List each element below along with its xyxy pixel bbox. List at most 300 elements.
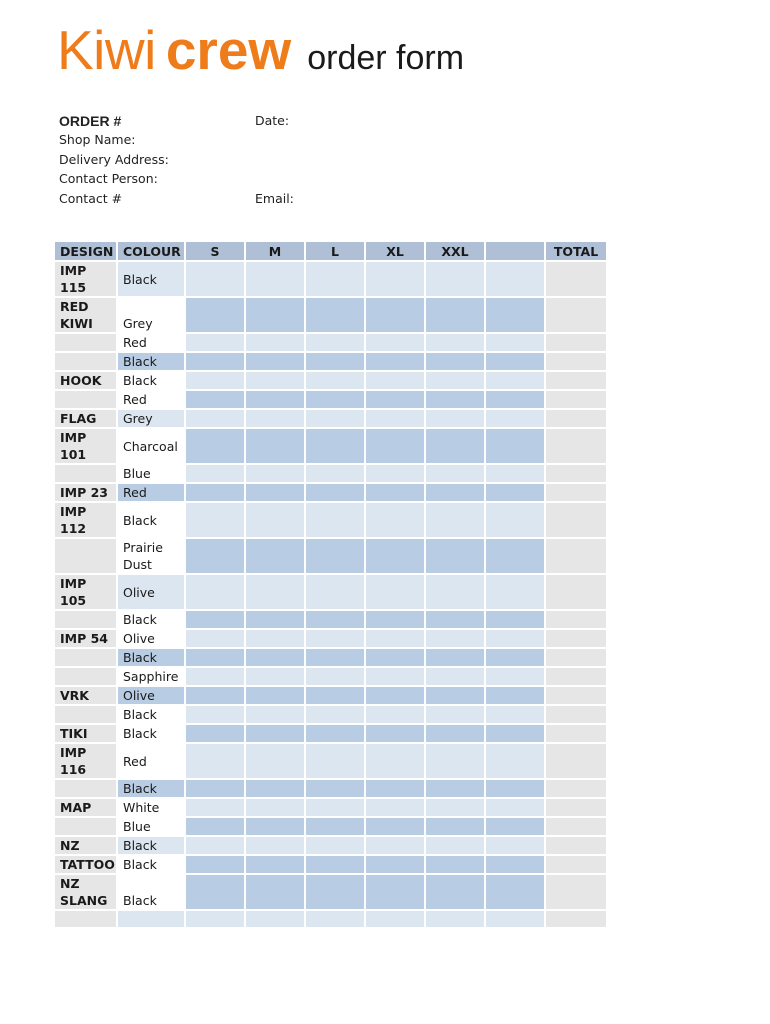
qty-cell-xxl[interactable] (425, 261, 485, 297)
qty-cell-m[interactable] (245, 390, 305, 409)
qty-cell-s[interactable] (185, 610, 245, 629)
qty-cell-xxl[interactable] (425, 464, 485, 483)
total-cell[interactable] (545, 705, 607, 724)
colour-cell: Prairie Dust (117, 538, 185, 574)
qty-cell-m[interactable] (245, 297, 305, 333)
qty-cell-xxl[interactable] (425, 352, 485, 371)
qty-cell-l[interactable] (305, 648, 365, 667)
qty-cell-extra[interactable] (485, 798, 545, 817)
table-row (54, 874, 607, 910)
table-row (54, 724, 607, 743)
qty-cell-s[interactable] (185, 483, 245, 502)
total-cell[interactable] (545, 261, 607, 297)
total-cell[interactable] (545, 836, 607, 855)
qty-cell-xxl[interactable] (425, 743, 485, 779)
qty-cell-xl[interactable] (365, 855, 425, 874)
total-cell[interactable] (545, 686, 607, 705)
qty-cell-extra[interactable] (485, 502, 545, 538)
qty-cell-xl[interactable] (365, 610, 425, 629)
page-title: order form (307, 39, 465, 77)
column-header-design: DESIGN (54, 241, 117, 261)
qty-cell-extra[interactable] (485, 836, 545, 855)
design-cell (54, 910, 117, 928)
qty-cell-xl[interactable] (365, 874, 425, 910)
qty-cell-extra[interactable] (485, 874, 545, 910)
qty-cell-l[interactable] (305, 371, 365, 390)
contact-number-label: Contact # (59, 191, 123, 206)
design-cell (54, 779, 117, 798)
colour-cell: Black (117, 502, 185, 538)
qty-cell-m[interactable] (245, 817, 305, 836)
qty-cell-l[interactable] (305, 333, 365, 352)
column-header-total: TOTAL (545, 241, 607, 261)
colour-cell: Red (117, 333, 185, 352)
colour-cell: Black (117, 705, 185, 724)
table-row (54, 743, 607, 779)
qty-cell-l[interactable] (305, 798, 365, 817)
design-cell: FLAG (54, 409, 117, 428)
colour-cell: Black (117, 836, 185, 855)
qty-cell-extra[interactable] (485, 910, 545, 928)
qty-cell-s[interactable] (185, 574, 245, 610)
qty-cell-s[interactable] (185, 428, 245, 464)
colour-cell: Black (117, 261, 185, 297)
qty-cell-extra[interactable] (485, 779, 545, 798)
qty-cell-l[interactable] (305, 836, 365, 855)
qty-cell-xxl[interactable] (425, 538, 485, 574)
qty-cell-extra[interactable] (485, 297, 545, 333)
qty-cell-m[interactable] (245, 261, 305, 297)
qty-cell-extra[interactable] (485, 610, 545, 629)
colour-cell: Black (117, 352, 185, 371)
qty-cell-xl[interactable] (365, 352, 425, 371)
qty-cell-m[interactable] (245, 333, 305, 352)
qty-cell-xl[interactable] (365, 371, 425, 390)
colour-cell: Grey (117, 409, 185, 428)
qty-cell-l[interactable] (305, 261, 365, 297)
design-cell: TATTOO (54, 855, 117, 874)
qty-cell-xxl[interactable] (425, 686, 485, 705)
colour-cell: Charcoal (117, 428, 185, 464)
qty-cell-l[interactable] (305, 724, 365, 743)
qty-cell-s[interactable] (185, 390, 245, 409)
qty-cell-xxl[interactable] (425, 390, 485, 409)
qty-cell-s[interactable] (185, 297, 245, 333)
colour-cell: Black (117, 874, 185, 910)
colour-cell: Grey (117, 297, 185, 333)
total-cell[interactable] (545, 352, 607, 371)
total-cell[interactable] (545, 371, 607, 390)
qty-cell-l[interactable] (305, 667, 365, 686)
colour-cell: Black (117, 724, 185, 743)
qty-cell-extra[interactable] (485, 428, 545, 464)
design-cell (54, 648, 117, 667)
qty-cell-m[interactable] (245, 428, 305, 464)
table-row (54, 798, 607, 817)
qty-cell-extra[interactable] (485, 574, 545, 610)
qty-cell-xl[interactable] (365, 333, 425, 352)
total-cell[interactable] (545, 667, 607, 686)
design-cell: IMP 101 (54, 428, 117, 464)
qty-cell-s[interactable] (185, 724, 245, 743)
qty-cell-extra[interactable] (485, 705, 545, 724)
table-row (54, 836, 607, 855)
qty-cell-xl[interactable] (365, 798, 425, 817)
qty-cell-l[interactable] (305, 297, 365, 333)
order-number-label: ORDER # (59, 113, 122, 129)
total-cell[interactable] (545, 333, 607, 352)
table-header-row (54, 241, 607, 261)
qty-cell-extra[interactable] (485, 648, 545, 667)
table-row (54, 779, 607, 798)
colour-cell: Red (117, 483, 185, 502)
qty-cell-extra[interactable] (485, 817, 545, 836)
design-cell (54, 390, 117, 409)
total-cell[interactable] (545, 855, 607, 874)
qty-cell-s[interactable] (185, 779, 245, 798)
qty-cell-l[interactable] (305, 409, 365, 428)
column-header-m: M (245, 241, 305, 261)
design-cell (54, 333, 117, 352)
total-cell[interactable] (545, 648, 607, 667)
qty-cell-s[interactable] (185, 667, 245, 686)
qty-cell-xxl[interactable] (425, 502, 485, 538)
qty-cell-l[interactable] (305, 910, 365, 928)
table-row (54, 352, 607, 371)
total-cell[interactable] (545, 297, 607, 333)
qty-cell-xxl[interactable] (425, 855, 485, 874)
table-row (54, 538, 607, 574)
table-row (54, 855, 607, 874)
qty-cell-extra[interactable] (485, 629, 545, 648)
colour-cell: Sapphire (117, 667, 185, 686)
table-row (54, 483, 607, 502)
colour-cell: Olive (117, 629, 185, 648)
table-row (54, 371, 607, 390)
qty-cell-xl[interactable] (365, 390, 425, 409)
qty-cell-s[interactable] (185, 705, 245, 724)
table-row (54, 502, 607, 538)
qty-cell-s[interactable] (185, 371, 245, 390)
qty-cell-l[interactable] (305, 817, 365, 836)
qty-cell-xxl[interactable] (425, 409, 485, 428)
qty-cell-s[interactable] (185, 502, 245, 538)
brand-title (57, 18, 464, 88)
qty-cell-extra[interactable] (485, 261, 545, 297)
qty-cell-s[interactable] (185, 538, 245, 574)
qty-cell-xxl[interactable] (425, 648, 485, 667)
column-header-blank (485, 241, 545, 261)
qty-cell-xl[interactable] (365, 428, 425, 464)
design-cell: MAP (54, 798, 117, 817)
qty-cell-s[interactable] (185, 333, 245, 352)
qty-cell-extra[interactable] (485, 743, 545, 779)
qty-cell-s[interactable] (185, 817, 245, 836)
qty-cell-m[interactable] (245, 409, 305, 428)
brand-logo-kiwi: Kiwi (57, 19, 156, 81)
column-header-colour: COLOUR (117, 241, 185, 261)
shop-name-label: Shop Name: (59, 132, 136, 147)
qty-cell-m[interactable] (245, 705, 305, 724)
qty-cell-l[interactable] (305, 610, 365, 629)
qty-cell-xl[interactable] (365, 724, 425, 743)
design-cell: IMP 23 (54, 483, 117, 502)
design-cell (54, 464, 117, 483)
qty-cell-m[interactable] (245, 910, 305, 928)
colour-cell: Black (117, 371, 185, 390)
qty-cell-m[interactable] (245, 648, 305, 667)
qty-cell-xxl[interactable] (425, 910, 485, 928)
qty-cell-xl[interactable] (365, 538, 425, 574)
total-cell[interactable] (545, 910, 607, 928)
qty-cell-s[interactable] (185, 836, 245, 855)
qty-cell-xl[interactable] (365, 502, 425, 538)
contact-person-label: Contact Person: (59, 171, 158, 186)
qty-cell-s[interactable] (185, 648, 245, 667)
qty-cell-m[interactable] (245, 724, 305, 743)
qty-cell-xl[interactable] (365, 261, 425, 297)
qty-cell-xl[interactable] (365, 297, 425, 333)
colour-cell: Black (117, 779, 185, 798)
qty-cell-m[interactable] (245, 836, 305, 855)
design-cell: IMP 115 (54, 261, 117, 297)
qty-cell-s[interactable] (185, 352, 245, 371)
qty-cell-xl[interactable] (365, 705, 425, 724)
qty-cell-s[interactable] (185, 910, 245, 928)
qty-cell-extra[interactable] (485, 538, 545, 574)
table-row (54, 667, 607, 686)
qty-cell-extra[interactable] (485, 333, 545, 352)
total-cell[interactable] (545, 483, 607, 502)
table-row (54, 648, 607, 667)
qty-cell-l[interactable] (305, 779, 365, 798)
colour-cell: White (117, 798, 185, 817)
colour-cell: Blue (117, 464, 185, 483)
design-cell: TIKI (54, 724, 117, 743)
total-cell[interactable] (545, 779, 607, 798)
table-row (54, 705, 607, 724)
qty-cell-m[interactable] (245, 502, 305, 538)
qty-cell-m[interactable] (245, 743, 305, 779)
qty-cell-xxl[interactable] (425, 333, 485, 352)
qty-cell-l[interactable] (305, 855, 365, 874)
design-cell (54, 817, 117, 836)
qty-cell-s[interactable] (185, 409, 245, 428)
qty-cell-m[interactable] (245, 538, 305, 574)
qty-cell-m[interactable] (245, 798, 305, 817)
qty-cell-xxl[interactable] (425, 629, 485, 648)
qty-cell-xl[interactable] (365, 779, 425, 798)
qty-cell-s[interactable] (185, 686, 245, 705)
total-cell[interactable] (545, 502, 607, 538)
table-row (54, 686, 607, 705)
total-cell[interactable] (545, 428, 607, 464)
table-row (54, 409, 607, 428)
total-cell[interactable] (545, 610, 607, 629)
total-cell[interactable] (545, 629, 607, 648)
qty-cell-s[interactable] (185, 261, 245, 297)
qty-cell-xl[interactable] (365, 409, 425, 428)
qty-cell-l[interactable] (305, 629, 365, 648)
qty-cell-m[interactable] (245, 779, 305, 798)
table-row (54, 261, 607, 297)
design-cell: IMP 116 (54, 743, 117, 779)
qty-cell-l[interactable] (305, 428, 365, 464)
column-header-xxl: XXL (425, 241, 485, 261)
qty-cell-extra[interactable] (485, 855, 545, 874)
table-row (54, 574, 607, 610)
qty-cell-xxl[interactable] (425, 574, 485, 610)
qty-cell-l[interactable] (305, 352, 365, 371)
qty-cell-xl[interactable] (365, 648, 425, 667)
qty-cell-xxl[interactable] (425, 836, 485, 855)
qty-cell-xl[interactable] (365, 836, 425, 855)
qty-cell-m[interactable] (245, 352, 305, 371)
total-cell[interactable] (545, 817, 607, 836)
qty-cell-s[interactable] (185, 743, 245, 779)
design-cell: NZ (54, 836, 117, 855)
qty-cell-xxl[interactable] (425, 371, 485, 390)
qty-cell-xxl[interactable] (425, 798, 485, 817)
qty-cell-l[interactable] (305, 464, 365, 483)
qty-cell-extra[interactable] (485, 390, 545, 409)
qty-cell-m[interactable] (245, 686, 305, 705)
qty-cell-extra[interactable] (485, 686, 545, 705)
qty-cell-s[interactable] (185, 798, 245, 817)
qty-cell-m[interactable] (245, 874, 305, 910)
total-cell[interactable] (545, 743, 607, 779)
table-row (54, 333, 607, 352)
colour-cell: Red (117, 390, 185, 409)
total-cell[interactable] (545, 390, 607, 409)
design-cell: RED KIWI (54, 297, 117, 333)
qty-cell-extra[interactable] (485, 371, 545, 390)
total-cell[interactable] (545, 874, 607, 910)
qty-cell-l[interactable] (305, 574, 365, 610)
qty-cell-xxl[interactable] (425, 724, 485, 743)
qty-cell-m[interactable] (245, 629, 305, 648)
qty-cell-xl[interactable] (365, 686, 425, 705)
qty-cell-xl[interactable] (365, 629, 425, 648)
design-cell: IMP 54 (54, 629, 117, 648)
qty-cell-m[interactable] (245, 371, 305, 390)
order-table (53, 240, 608, 929)
qty-cell-s[interactable] (185, 629, 245, 648)
qty-cell-m[interactable] (245, 667, 305, 686)
total-cell[interactable] (545, 409, 607, 428)
qty-cell-xl[interactable] (365, 817, 425, 836)
design-cell (54, 610, 117, 629)
delivery-address-label: Delivery Address: (59, 152, 169, 167)
total-cell[interactable] (545, 798, 607, 817)
table-row (54, 910, 607, 928)
qty-cell-l[interactable] (305, 686, 365, 705)
qty-cell-xxl[interactable] (425, 483, 485, 502)
qty-cell-xl[interactable] (365, 743, 425, 779)
qty-cell-m[interactable] (245, 483, 305, 502)
colour-cell: Black (117, 610, 185, 629)
colour-cell: Black (117, 648, 185, 667)
design-cell: NZ SLANG (54, 874, 117, 910)
column-header-xl: XL (365, 241, 425, 261)
design-cell: IMP 112 (54, 502, 117, 538)
design-cell (54, 538, 117, 574)
qty-cell-s[interactable] (185, 874, 245, 910)
qty-cell-xxl[interactable] (425, 817, 485, 836)
qty-cell-extra[interactable] (485, 483, 545, 502)
qty-cell-m[interactable] (245, 610, 305, 629)
qty-cell-xxl[interactable] (425, 874, 485, 910)
qty-cell-xl[interactable] (365, 464, 425, 483)
design-cell (54, 705, 117, 724)
qty-cell-extra[interactable] (485, 464, 545, 483)
total-cell[interactable] (545, 574, 607, 610)
qty-cell-xl[interactable] (365, 910, 425, 928)
qty-cell-l[interactable] (305, 538, 365, 574)
column-header-l: L (305, 241, 365, 261)
qty-cell-xxl[interactable] (425, 610, 485, 629)
total-cell[interactable] (545, 464, 607, 483)
design-cell (54, 667, 117, 686)
qty-cell-s[interactable] (185, 464, 245, 483)
colour-cell: Olive (117, 686, 185, 705)
total-cell[interactable] (545, 538, 607, 574)
qty-cell-l[interactable] (305, 502, 365, 538)
qty-cell-xxl[interactable] (425, 779, 485, 798)
qty-cell-m[interactable] (245, 574, 305, 610)
table-row (54, 297, 607, 333)
colour-cell: Olive (117, 574, 185, 610)
brand-logo-crew: crew (165, 19, 292, 81)
total-cell[interactable] (545, 724, 607, 743)
table-row (54, 610, 607, 629)
qty-cell-xxl[interactable] (425, 667, 485, 686)
qty-cell-extra[interactable] (485, 409, 545, 428)
colour-cell (117, 910, 185, 928)
qty-cell-extra[interactable] (485, 724, 545, 743)
table-row (54, 428, 607, 464)
qty-cell-l[interactable] (305, 705, 365, 724)
qty-cell-l[interactable] (305, 390, 365, 409)
qty-cell-xl[interactable] (365, 483, 425, 502)
qty-cell-extra[interactable] (485, 352, 545, 371)
email-label: Email: (255, 191, 294, 206)
table-row (54, 464, 607, 483)
qty-cell-l[interactable] (305, 483, 365, 502)
qty-cell-s[interactable] (185, 855, 245, 874)
design-cell: IMP 105 (54, 574, 117, 610)
date-label: Date: (255, 113, 290, 128)
design-cell: VRK (54, 686, 117, 705)
column-header-s: S (185, 241, 245, 261)
qty-cell-xxl[interactable] (425, 297, 485, 333)
table-row (54, 817, 607, 836)
colour-cell: Red (117, 743, 185, 779)
qty-cell-xxl[interactable] (425, 428, 485, 464)
qty-cell-l[interactable] (305, 743, 365, 779)
qty-cell-xl[interactable] (365, 574, 425, 610)
colour-cell: Black (117, 855, 185, 874)
qty-cell-m[interactable] (245, 855, 305, 874)
table-row (54, 629, 607, 648)
colour-cell: Blue (117, 817, 185, 836)
qty-cell-l[interactable] (305, 874, 365, 910)
qty-cell-xl[interactable] (365, 667, 425, 686)
design-cell (54, 352, 117, 371)
qty-cell-xxl[interactable] (425, 705, 485, 724)
qty-cell-m[interactable] (245, 464, 305, 483)
qty-cell-extra[interactable] (485, 667, 545, 686)
